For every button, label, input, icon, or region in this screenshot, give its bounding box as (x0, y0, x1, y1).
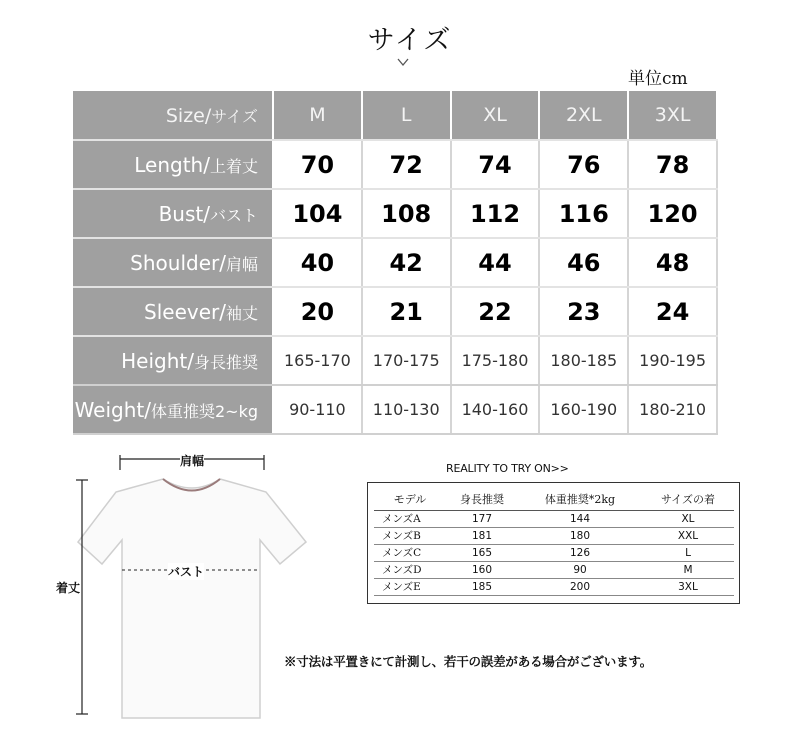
table-row (73, 238, 717, 287)
value-cell: 116 (539, 189, 628, 238)
value-cell: 40 (273, 238, 362, 287)
value-cell: 21 (362, 287, 451, 336)
table-row (374, 544, 734, 561)
row-label (73, 287, 273, 336)
weight-cell: 200 (518, 578, 642, 595)
table-row (73, 385, 717, 434)
height-cell: 160 (446, 561, 518, 578)
value-cell: 70 (273, 140, 362, 189)
table-row (73, 336, 717, 385)
row-label (73, 238, 273, 287)
row-label (73, 140, 273, 189)
page-title: サイズ (367, 25, 453, 56)
height-cell: 181 (446, 527, 518, 544)
label-jp: 袖丈 (225, 303, 258, 323)
value-cell: 104 (273, 189, 362, 238)
label-en: Bust/ (158, 201, 210, 226)
unit-label: 単位cm (628, 69, 688, 89)
model-name: メンズC (374, 544, 446, 561)
weight-cell: 180 (518, 527, 642, 544)
value-cell: 44 (451, 238, 540, 287)
tshirt-diagram (56, 452, 330, 737)
size-cell: 3XL (628, 91, 717, 140)
size-cell: L (642, 544, 734, 561)
model-name: メンズB (374, 527, 446, 544)
value-cell: 108 (362, 189, 451, 238)
value-cell: 22 (451, 287, 540, 336)
size-header-label (73, 91, 273, 140)
label-en: Weight/ (74, 397, 151, 422)
model-name: メンズA (374, 510, 446, 527)
size-header-row (73, 91, 717, 140)
chevron-down-icon (397, 56, 409, 68)
size-cell: L (362, 91, 451, 140)
label-jp: 上着丈 (209, 156, 258, 176)
fit-table (374, 488, 734, 596)
size-table (73, 91, 718, 435)
label-jp: 肩幅 (225, 254, 258, 274)
row-label (73, 189, 273, 238)
value-cell: 24 (628, 287, 717, 336)
table-row (374, 510, 734, 527)
value-cell: 74 (451, 140, 540, 189)
label-jp: 体重推奨2~kg (150, 401, 258, 421)
size-cell: 3XL (642, 578, 734, 595)
row-label (73, 385, 273, 434)
weight-cell: 90 (518, 561, 642, 578)
size-cell: XXL (642, 527, 734, 544)
value-cell: 78 (628, 140, 717, 189)
size-cell: XL (451, 91, 540, 140)
table-row (73, 287, 717, 336)
height-cell: 165 (446, 544, 518, 561)
column-header: モデル (374, 488, 446, 510)
table-row (374, 561, 734, 578)
value-cell: 72 (362, 140, 451, 189)
value-cell: 90-110 (273, 385, 362, 434)
size-cell: M (642, 561, 734, 578)
label-en: Sleever/ (144, 299, 226, 324)
size-cell: M (273, 91, 362, 140)
fit-heading: REALITY TO TRY ON>> (446, 462, 569, 475)
tshirt-icon (70, 452, 330, 737)
label-en: Height/ (121, 348, 194, 373)
size-cell: 2XL (539, 91, 628, 140)
value-cell: 160-190 (539, 385, 628, 434)
value-cell: 48 (628, 238, 717, 287)
weight-cell: 126 (518, 544, 642, 561)
table-row (374, 527, 734, 544)
value-cell: 175-180 (451, 336, 540, 385)
weight-cell: 144 (518, 510, 642, 527)
label-en: Length/ (134, 152, 210, 177)
label-en: Shoulder/ (130, 250, 226, 275)
value-cell: 23 (539, 287, 628, 336)
column-header: 身長推奨 (446, 488, 518, 510)
value-cell: 190-195 (628, 336, 717, 385)
bust-label: バスト (168, 565, 205, 579)
value-cell: 20 (273, 287, 362, 336)
value-cell: 180-210 (628, 385, 717, 434)
shoulder-label: 肩幅 (180, 454, 205, 468)
measurement-note: ※寸法は平置きにて計測し、若干の誤差がある場合がございます。 (284, 654, 653, 669)
value-cell: 165-170 (273, 336, 362, 385)
label-jp: バスト (209, 205, 258, 225)
model-name: メンズE (374, 578, 446, 595)
table-row (73, 140, 717, 189)
row-label (73, 336, 273, 385)
value-cell: 42 (362, 238, 451, 287)
value-cell: 112 (451, 189, 540, 238)
value-cell: 120 (628, 189, 717, 238)
fit-header-row (374, 488, 734, 510)
column-header: サイズの着 (642, 488, 734, 510)
length-label: 着丈 (56, 581, 81, 595)
value-cell: 76 (539, 140, 628, 189)
value-cell: 170-175 (362, 336, 451, 385)
column-header: 体重推奨*2kg (518, 488, 642, 510)
table-row (374, 578, 734, 595)
label-en: Size/ (165, 104, 212, 127)
label-jp: 身長推奨 (193, 352, 258, 372)
value-cell: 46 (539, 238, 628, 287)
label-jp: サイズ (211, 106, 258, 126)
table-row (73, 189, 717, 238)
height-cell: 177 (446, 510, 518, 527)
model-name: メンズD (374, 561, 446, 578)
value-cell: 110-130 (362, 385, 451, 434)
value-cell: 140-160 (451, 385, 540, 434)
size-cell: XL (642, 510, 734, 527)
height-cell: 185 (446, 578, 518, 595)
value-cell: 180-185 (539, 336, 628, 385)
